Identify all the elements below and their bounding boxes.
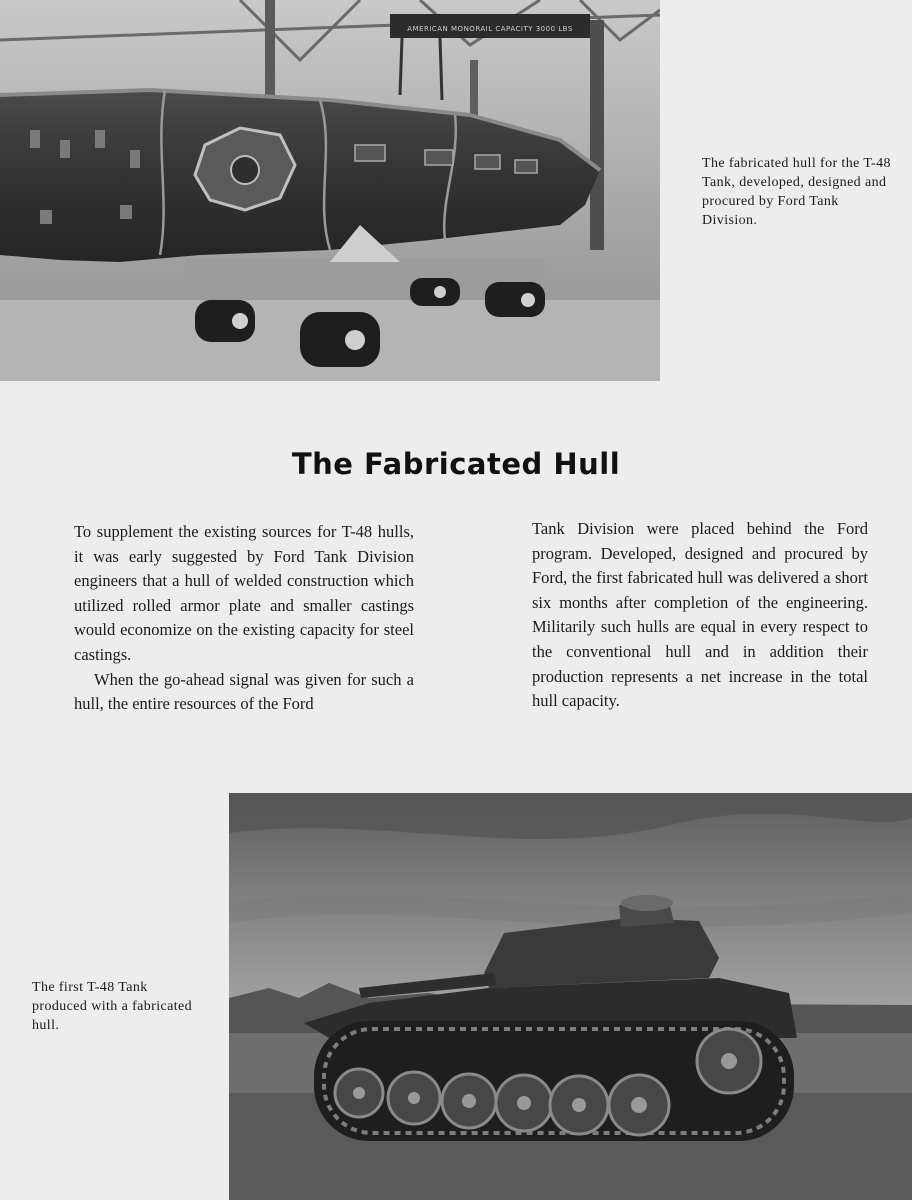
photo-fabricated-hull: [0, 0, 660, 381]
body-paragraph-1: To supplement the existing sources for T-48 hulls, it was early suggested by Ford Tank Division engineers that a hull of welded construction which utilized rolled armor plate and smaller castings would economize on the existing capacity for steel castings.: [74, 522, 414, 664]
hull-photo-illustration: [0, 0, 660, 381]
body-column-left: [74, 520, 414, 717]
body-column-right: [532, 517, 868, 714]
body-paragraph-2-continued: Tank Division were placed behind the Ford program. Developed, designed and procured by Ford, the first fabricated hull was delivered a short six months after completion of the engineering. Militarily such hulls are equal in every respect to the conventional hull and in addition their production represents a net increase in the total hull capacity.: [532, 519, 868, 711]
tank-photo-illustration: [229, 793, 912, 1200]
caption-fabricated-hull: The fabricated hull for the T-48 Tank, developed, designed and procured by Ford Tank Division.: [702, 156, 891, 228]
photo-t48-tank: [229, 793, 912, 1200]
monorail-banner-text: AMERICAN MONORAIL CAPACITY 3000 LBS: [407, 25, 573, 33]
page-title: The Fabricated Hull: [291, 447, 621, 481]
body-paragraph-2: When the go-ahead signal was given for such a hull, the entire resources of the Ford: [74, 669, 414, 714]
caption-t48-tank: The first T-48 Tank produced with a fabricated hull.: [32, 980, 193, 1033]
